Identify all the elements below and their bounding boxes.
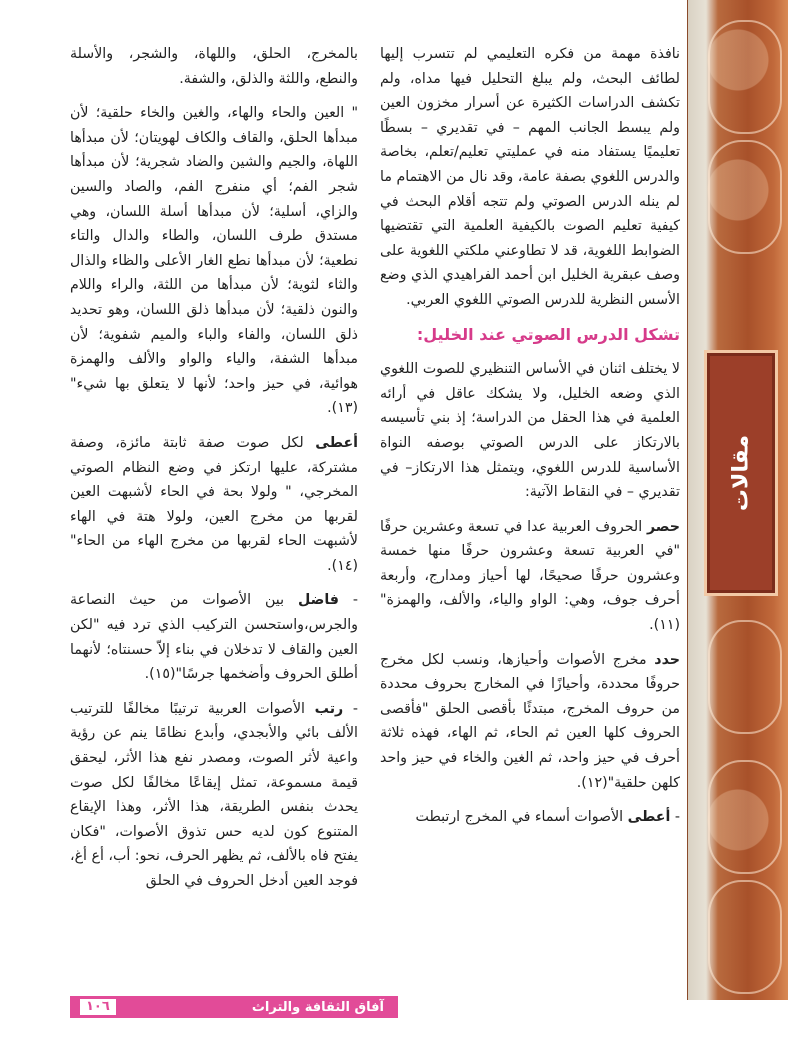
paragraph xyxy=(380,648,680,796)
paragraph: لا يختلف اثنان في الأساس التنظيري للصوت اللغوي الذي وضعه الخليل، ولا يشكك عاقل في أرائه العلمية في هذا الحقل من الدراسة؛ إذ بني تأسيسه بالارتكاز على الدرس الصوتي بوصفه النواة الأساسية للدرس اللغوي، ويتمثل هذا الارتكاز– في تقديري – في النقاط الآتية: xyxy=(380,361,680,501)
paragraph-text: الأصوات العربية ترتيبًا مخالفًا للترتيب الألف بائي والأبجدي، وأبدع نظامًا ينم عن رؤية واعية لأثر الصوت، ومصدر نفع هذا الأثر، ليحقق قيمة مسموعة، تمثل إيقاعًا مخالفًا لكل صوت يحدث بنفس الطريقة، هذا الأثر، وهذا الإيقاع المتنوع كون لديه حس تذوق الأصوات، "فكان يفتح فاه بالألف، ثم يظهر الحرف، نحو: أب، أع أغ، فوجد العين أدخل الحروف في الحلق xyxy=(69,700,358,889)
list-item: - رتب الأصوات العربية ترتيبًا مخالفًا للترتيب الألف بائي والأبجدي، وأبدع نظامًا ينم عن رؤية واعية لأثر الصوت، ومصدر نفع هذا الأثر، ليحقق قيمة مسموعة، تمثل إيقاعًا مخالفًا لكل صوت يحدث بنفس الطريقة، هذا الأثر، وهذا الإيقاع المتنوع كون لديه حس تذوق الأصوات، "فكان يفتح فاه بالألف، ثم يظهر الحرف، نحو: أب، أع أغ، فوجد العين أدخل الحروف في الحلق xyxy=(69,700,358,889)
ornament-motif xyxy=(708,20,782,134)
paragraph: بالمخرج، الحلق، واللهاة، والشجر، والأسلة والنطع، واللثة والذلق، والشفة. xyxy=(70,46,358,87)
bold-term: حصر xyxy=(646,518,680,535)
bold-term: أعطى xyxy=(627,809,671,826)
ornament-motif xyxy=(708,760,782,874)
section-tab xyxy=(704,350,778,596)
paragraph: نافذة مهمة من فكره التعليمي لم تتسرب إليها لطائف البحث، ولم يبلغ التحليل فيها مداه، ولم تكشف الدراسات الكثيرة عن أسرار مخزون العين ولم يبسط الجانب المهم – في تقديري – بسطًا تعليميًا يستفاد منه في عمليتي تعليم/تعلم، بخاصة والدرس اللغوي بصفة عامة، وقد نال من الاهتمام ما لم ينله الدرس الصوتي ولم تتجه أقلام البحث في كيفية تعليم الصوت بالكيفية العلمية التي تقتضيها الضوابط اللغوية، قد لا تطاوعني ملكتي اللغوية على وصف عبقرية الخليل ابن أحمد الفراهيدي الذي وضع الأسس النظرية للدرس الصوتي اللغوي العربي. xyxy=(380,46,680,308)
paragraph xyxy=(70,431,358,579)
bold-term: فاضل xyxy=(297,592,339,609)
ornament-motif xyxy=(708,880,782,994)
decorative-side-strip xyxy=(687,0,788,1000)
paragraph-text: بين الأصوات من حيث النصاعة والجرس،واستحسن التركيب الذي ترد فيه "لكن العين والقاف لا تدخلان في بناء إلاّ حسنتاه؛ لأنهما أطلق الحروف وأضخمها جرسًا"(١٥). xyxy=(70,592,358,683)
left-text-column xyxy=(70,42,358,904)
list-item: - أعطى الأصوات أسماء في المخرج ارتبطت xyxy=(415,809,680,826)
bold-term: رتب xyxy=(314,700,344,717)
section-heading: تشكل الدرس الصوتي عند الخليل: xyxy=(416,324,680,344)
ornament-motif xyxy=(708,620,782,734)
paragraph xyxy=(380,515,680,638)
ornament-motif xyxy=(708,140,782,254)
bold-term: أعطى xyxy=(315,434,358,451)
paragraph-text: الحروف العربية عدا في تسعة وعشرين حرفًا "في العربية تسعة وعشرون حرفًا منها خمسة وعشرون حرفًا صحيحًا، لها أحياز ومدارج، وأربعة أحرف جوف، وهي: الواو والياء، والألف، والهمزة"(١١). xyxy=(380,518,680,634)
page-number: ١٠٦ xyxy=(78,997,118,1017)
paragraph-text: لكل صوت صفة ثابتة مائزة، وصفة مشتركة، عليها ارتكز في وضع النظام الصوتي المخرجي، " ولولا بحة في الحاء لأشبهت العين لقربها من مخرج العين، ولولا هتة في الهاء لأشبهت الحاء لقربها من مخرج الهاء من الحاء"(١٤). xyxy=(70,434,358,574)
footer-bar xyxy=(70,996,398,1018)
list-item: - فاضل بين الأصوات من حيث النصاعة والجرس،واستحسن التركيب الذي ترد فيه "لكن العين والقاف لا تدخلان في بناء إلاّ حسنتاه؛ لأنهما أطلق الحروف وأضخمها جرسًا"(١٥). xyxy=(70,592,358,683)
paragraph: " العين والحاء والهاء، والغين والخاء حلقية؛ لأن مبدأها الحلق، والقاف والكاف لهويتان؛ لأن مبدأها اللهاة، والجيم والشين والضاد شجرية؛ لأن مبدأها شجر الفم؛ أي منفرج الفم، والصاد والسين والزاي، أسلية؛ لأن مبدأها أسلة اللسان، وهي مستدق طرف اللسان، والطاء والدال والتاء نطعية؛ لأن مبدأها نطع الغار الأعلى والظاء والذال والثاء لثوية؛ لأن مبدأها من اللثة، والراء واللام والنون ذلقية؛ لأن مبدأها ذلق اللسان، وهو تحديد ذلق اللسان، والفاء والباء والميم شفوية؛ لأن مبدأها الشفة، والياء والواو والألف والهمزة هوائية، في حيز واحد؛ لأنها لا يتعلق بها شيء"(١٣). xyxy=(70,105,358,417)
right-text-column xyxy=(380,42,680,840)
paragraph-text: الأصوات أسماء في المخرج ارتبطت xyxy=(415,809,628,826)
bold-term: حدد xyxy=(654,651,680,668)
paragraph-text: مخرج الأصوات وأحيازها، ونسب لكل مخرج حروفًا محددة، وأحيازًا في المخارج بحروف محددة من حروف المخرج، مبتدئًا بأقصى الحلق "فأقصى الحروف كلها العين ثم الحاء، ثم الهاء، فهذه ثلاثة أحرف في حيز واحد، ثم الغين والخاء في حيز واحد كلهن حلقية"(١٢). xyxy=(380,651,680,791)
section-label: مقالات xyxy=(728,434,754,512)
magazine-name: آفاق الثقافة والتراث xyxy=(251,999,384,1015)
